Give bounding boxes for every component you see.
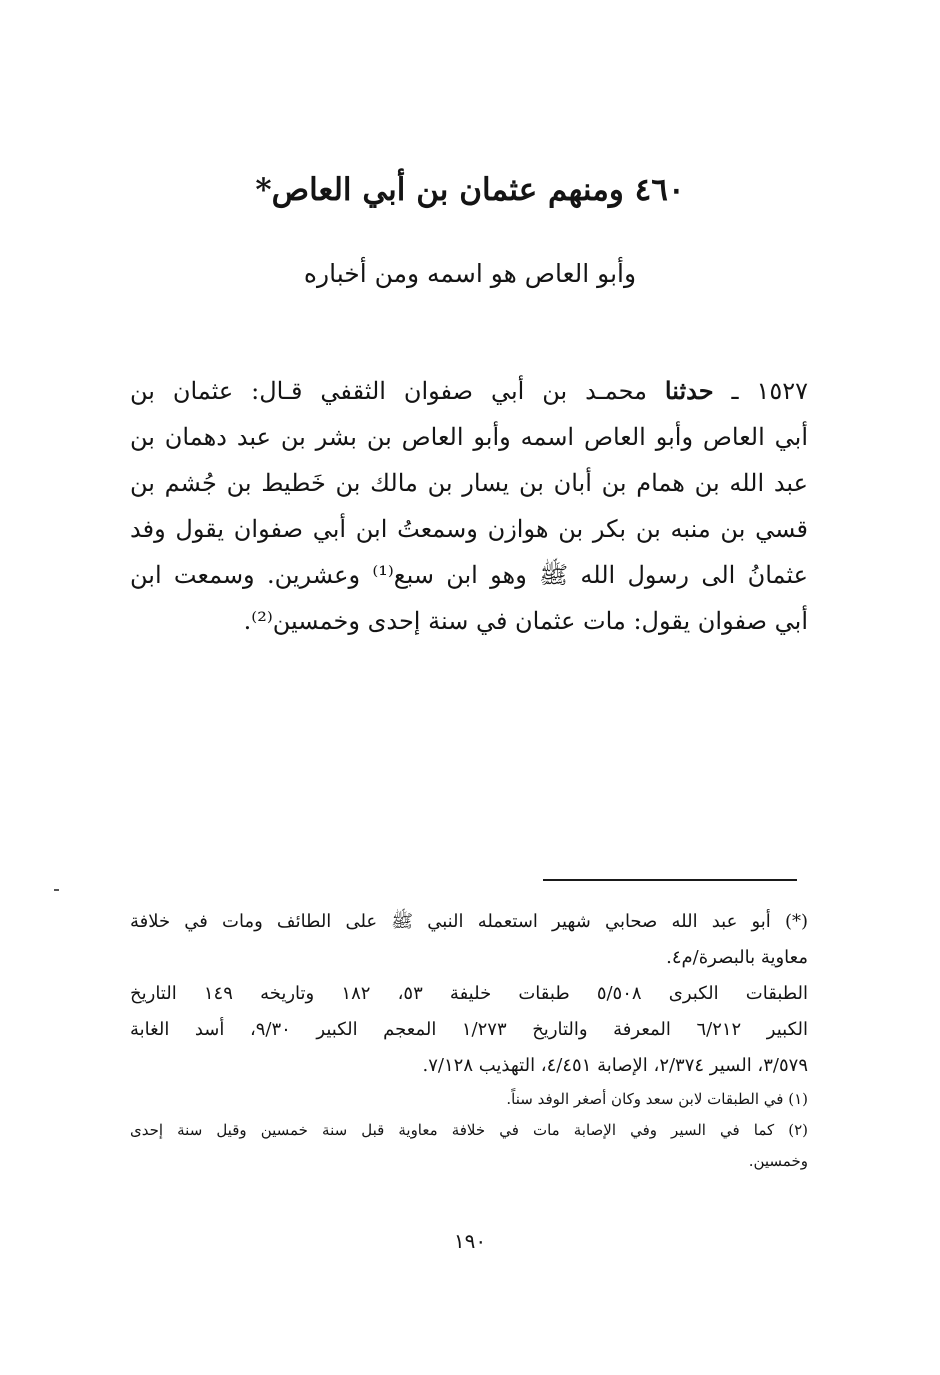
section-subtitle: وأبو العاص هو اسمه ومن أخباره bbox=[303, 259, 637, 288]
scan-mark bbox=[54, 889, 59, 891]
footnotes bbox=[130, 904, 808, 1177]
footnote-2-continuation: وخمسين. bbox=[748, 1152, 808, 1170]
footnote-line: الطبقات الكبرى ٥/٥٠٨ طبقات خليفة ٥٣، ١٨٢ وتاريخه ١٤٩ التاريخ bbox=[130, 983, 809, 1004]
narration-line bbox=[130, 368, 808, 414]
footnote-line: معاوية بالبصرة/م٤. bbox=[666, 947, 808, 968]
section-title: ٤٦٠ ومنهم عثمان بن أبي العاص* bbox=[255, 172, 685, 208]
footnote-line: الكبير ٦/٢١٢ المعرفة والتاريخ ١/٢٧٣ المعجم الكبير ٩/٣٠، أسد الغابة bbox=[130, 1019, 808, 1040]
narration-number: ١٥٢٧ ـ bbox=[713, 377, 808, 405]
footnote-1: (١) في الطبقات لابن سعد وكان أصغر الوفد سناً. bbox=[506, 1090, 808, 1108]
footnote-2: (٢) كما في السير وفي الإصابة مات في خلافة معاوية قبل سنة خمسين وقيل سنة إحدى bbox=[130, 1121, 808, 1139]
narration-line: أبي العاص وأبو العاص اسمه وأبو العاص بن بشر بن عبد دهمان بن bbox=[130, 423, 808, 451]
footnote-line: (*) أبو عبد الله صحابي شهير استعمله النبي ﷺ على الطائف ومات في خلافة bbox=[130, 911, 808, 932]
page-number: ١٩٠ bbox=[453, 1229, 487, 1253]
footnote-line: ٣/٥٧٩، السير ٢/٣٧٤، الإصابة ٤/٤٥١، التهذيب ٧/١٢٨. bbox=[422, 1055, 808, 1076]
narration-line: قسي بن منبه بن بكر بن هوازن وسمعتُ ابن أبي صفوان يقول وفد bbox=[130, 515, 808, 543]
narration-line: عبد الله بن همام بن أبان بن يسار بن مالك بن خَطيط بن جُشم بن bbox=[130, 469, 808, 497]
narration-lead-word: حدثنا bbox=[664, 376, 714, 405]
narration-line: أبي صفوان يقول: مات عثمان في سنة إحدى وخمسين⁽²⁾. bbox=[243, 607, 808, 635]
narration-line: عثمانُ الى رسول الله ﷺ وهو ابن سبع⁽¹⁾ وعشرين. وسمعت ابن bbox=[130, 561, 808, 589]
narration-first-line-text: محمـد بن أبي صفوان الثقفي قـال: عثمان بن bbox=[130, 377, 665, 405]
footnote-separator bbox=[543, 879, 797, 881]
narration-paragraph bbox=[130, 368, 808, 644]
